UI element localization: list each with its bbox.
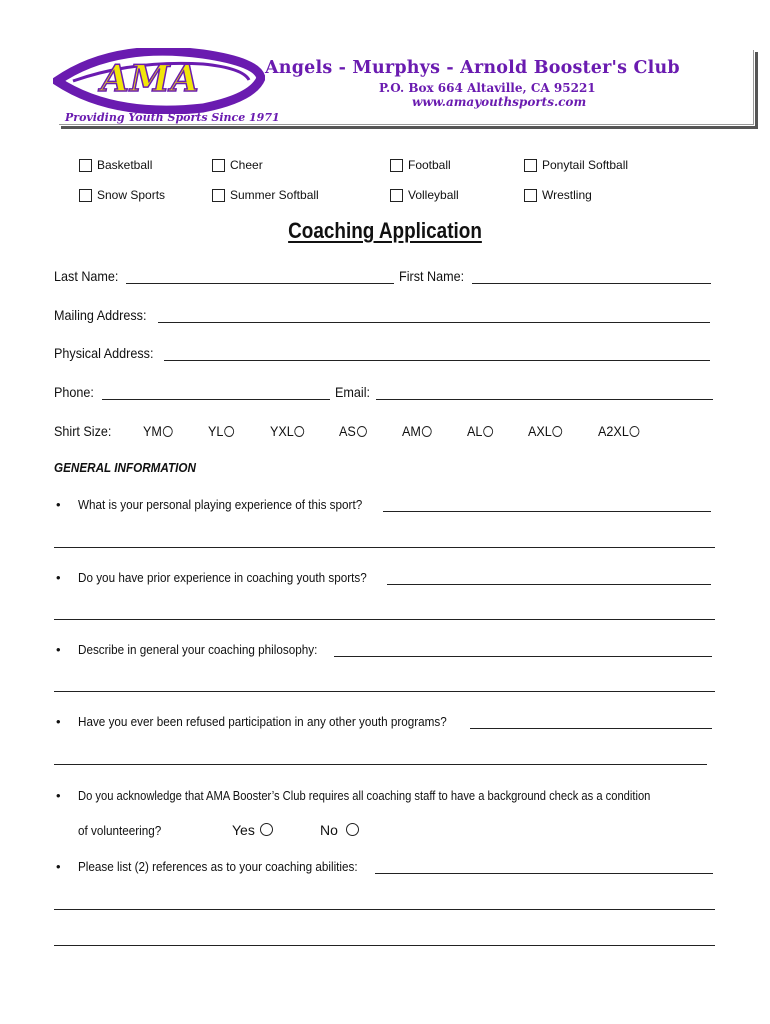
shirt-size-option-am[interactable]: AM bbox=[402, 423, 432, 439]
question-5: • Do you acknowledge that AMA Booster’s Club requires all coaching staff to have a background check as a condition bbox=[56, 788, 651, 803]
sport-checkbox-snow-sports[interactable] bbox=[79, 188, 165, 202]
shirt-size-option-a2xl[interactable]: A2XL bbox=[598, 423, 640, 439]
sport-checkbox-cheer[interactable] bbox=[212, 158, 263, 172]
answer-6-line-2[interactable] bbox=[54, 909, 715, 910]
question-5-continued: of volunteering? bbox=[78, 823, 162, 838]
sport-label: Cheer bbox=[230, 158, 263, 172]
shirt-size-option-al[interactable]: AL bbox=[467, 423, 493, 439]
radio-icon[interactable] bbox=[630, 426, 640, 437]
question-4: • Have you ever been refused participation in any other youth programs? bbox=[56, 714, 447, 729]
club-header bbox=[53, 44, 756, 128]
last-name-label: Last Name: bbox=[54, 268, 119, 284]
checkbox-icon[interactable] bbox=[390, 189, 403, 202]
sport-label: Football bbox=[408, 158, 451, 172]
radio-icon[interactable] bbox=[422, 426, 432, 437]
bullet-icon: • bbox=[56, 714, 61, 729]
radio-icon[interactable] bbox=[357, 426, 367, 437]
section-heading: GENERAL INFORMATION bbox=[54, 460, 196, 475]
radio-icon[interactable] bbox=[483, 426, 493, 437]
consent-yes-option[interactable]: Yes bbox=[232, 822, 273, 838]
answer-1-line-2[interactable] bbox=[54, 547, 715, 548]
answer-2-line-1[interactable] bbox=[387, 584, 711, 585]
sport-checkbox-basketball[interactable] bbox=[79, 158, 152, 172]
sport-label: Wrestling bbox=[542, 188, 592, 202]
shirt-size-option-yxl[interactable]: YXL bbox=[270, 423, 305, 439]
sport-checkbox-football[interactable] bbox=[390, 158, 451, 172]
answer-6-line-1[interactable] bbox=[375, 873, 713, 874]
physical-address-label: Physical Address: bbox=[54, 345, 154, 361]
mailing-address-label: Mailing Address: bbox=[54, 307, 147, 323]
answer-2-line-2[interactable] bbox=[54, 619, 715, 620]
sport-label: Basketball bbox=[97, 158, 153, 172]
sport-label: Volleyball bbox=[408, 188, 459, 202]
answer-1-line-1[interactable] bbox=[383, 511, 711, 512]
club-tagline: Providing Youth Sports Since 1971 bbox=[65, 111, 280, 124]
consent-no-option[interactable]: No bbox=[320, 822, 359, 838]
checkbox-icon[interactable] bbox=[524, 189, 537, 202]
sport-checkbox-summer-softball[interactable] bbox=[212, 188, 319, 202]
last-name-field[interactable] bbox=[126, 283, 394, 284]
answer-3-line-2[interactable] bbox=[54, 691, 715, 692]
phone-label: Phone: bbox=[54, 384, 94, 400]
bullet-icon: • bbox=[56, 788, 61, 803]
answer-6-line-3[interactable] bbox=[54, 945, 715, 946]
question-6: • Please list (2) references as to your coaching abilities: bbox=[56, 859, 358, 874]
physical-address-field[interactable] bbox=[164, 360, 710, 361]
answer-3-line-1[interactable] bbox=[334, 656, 712, 657]
first-name-field[interactable] bbox=[472, 283, 711, 284]
bullet-icon: • bbox=[56, 570, 61, 585]
sport-label: Summer Softball bbox=[230, 188, 319, 202]
shirt-size-option-as[interactable]: AS bbox=[339, 423, 367, 439]
sport-checkbox-ponytail-softball[interactable] bbox=[524, 158, 628, 172]
radio-icon[interactable] bbox=[346, 823, 359, 836]
checkbox-icon[interactable] bbox=[212, 159, 225, 172]
shirt-size-option-axl[interactable]: AXL bbox=[528, 423, 563, 439]
sport-checkbox-wrestling[interactable] bbox=[524, 188, 592, 202]
page-title: Coaching Application bbox=[288, 218, 482, 243]
radio-icon[interactable] bbox=[163, 426, 173, 437]
checkbox-icon[interactable] bbox=[524, 159, 537, 172]
club-website[interactable]: www.amayouthsports.com bbox=[412, 95, 587, 109]
bullet-icon: • bbox=[56, 859, 61, 874]
question-1: • What is your personal playing experience of this sport? bbox=[56, 497, 363, 512]
question-3: • Describe in general your coaching philosophy: bbox=[56, 642, 318, 657]
bullet-icon: • bbox=[56, 642, 61, 657]
logo-text: AMA bbox=[101, 58, 200, 100]
shirt-size-label: Shirt Size: bbox=[54, 423, 112, 439]
checkbox-icon[interactable] bbox=[212, 189, 225, 202]
radio-icon[interactable] bbox=[224, 426, 234, 437]
checkbox-icon[interactable] bbox=[390, 159, 403, 172]
answer-4-line-2[interactable] bbox=[54, 764, 707, 765]
checkbox-icon[interactable] bbox=[79, 159, 92, 172]
phone-field[interactable] bbox=[102, 399, 330, 400]
question-2: • Do you have prior experience in coaching youth sports? bbox=[56, 570, 367, 585]
radio-icon[interactable] bbox=[553, 426, 563, 437]
sport-label: Ponytail Softball bbox=[542, 158, 629, 172]
first-name-label: First Name: bbox=[399, 268, 465, 284]
email-label: Email: bbox=[335, 384, 371, 400]
radio-icon[interactable] bbox=[260, 823, 273, 836]
shirt-size-option-ym[interactable]: YM bbox=[143, 423, 173, 439]
answer-4-line-1[interactable] bbox=[470, 728, 712, 729]
mailing-address-field[interactable] bbox=[158, 322, 710, 323]
bullet-icon: • bbox=[56, 497, 61, 512]
sport-checkbox-volleyball[interactable] bbox=[390, 188, 459, 202]
shirt-size-option-yl[interactable]: YL bbox=[208, 423, 234, 439]
club-address: P.O. Box 664 Altaville, CA 95221 bbox=[379, 81, 596, 95]
radio-icon[interactable] bbox=[295, 426, 305, 437]
club-name: Angels - Murphys - Arnold Booster's Club bbox=[265, 58, 680, 78]
sport-label: Snow Sports bbox=[97, 188, 166, 202]
email-field[interactable] bbox=[376, 399, 713, 400]
checkbox-icon[interactable] bbox=[79, 189, 92, 202]
